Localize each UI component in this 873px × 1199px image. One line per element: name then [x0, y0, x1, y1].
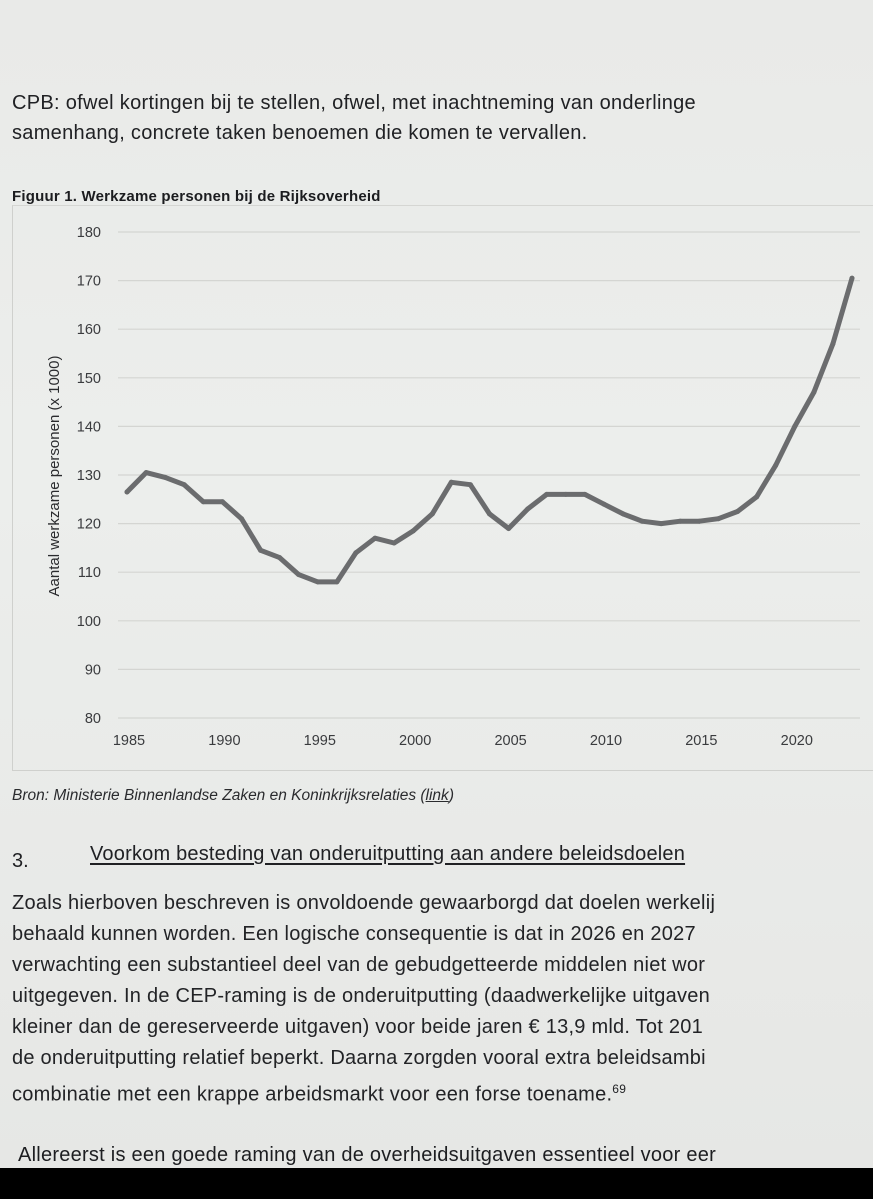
data-point — [353, 550, 358, 555]
x-tick-label: 2015 — [685, 733, 718, 749]
data-point — [182, 482, 187, 487]
data-point — [716, 516, 721, 521]
y-tick-label: 90 — [84, 662, 101, 679]
section-heading: Voorkom besteding van onderuitputting aan andere beleidsdoelen — [90, 843, 686, 865]
data-point — [659, 521, 664, 526]
footnote-ref[interactable]: 69 — [612, 1082, 627, 1096]
data-point — [239, 516, 244, 521]
data-point — [201, 499, 206, 504]
y-axis-label: Aantal werkzame personen (x 1000) — [46, 355, 63, 597]
data-point — [678, 519, 683, 524]
data-point — [506, 526, 511, 531]
paragraph-line-text: combinatie met een krappe arbeidsmarkt voor een forse toename. — [12, 1083, 613, 1106]
data-point — [792, 424, 797, 429]
data-point — [754, 494, 759, 499]
data-point — [525, 507, 530, 512]
x-tick-label: 1990 — [208, 733, 241, 749]
chart-series — [125, 276, 855, 585]
data-point — [811, 390, 816, 395]
source-caption — [12, 787, 454, 805]
data-point — [487, 511, 492, 516]
figure-title: Figuur 1. Werkzame personen bij de Rijksoverheid — [12, 188, 381, 205]
y-tick-label: 150 — [76, 370, 101, 387]
source-close: ) — [448, 787, 454, 804]
source-text: Bron: Ministerie Binnenlandse Zaken en Koninkrijksrelaties ( — [12, 787, 426, 804]
data-point — [163, 475, 168, 480]
data-point — [773, 463, 778, 468]
paragraph-line: de onderuitputting relatief beperkt. Daarna zorgden vooral extra beleidsambi — [12, 1047, 706, 1069]
y-tick-labels — [77, 225, 101, 727]
data-point — [468, 482, 473, 487]
x-tick-label: 1995 — [303, 733, 336, 749]
paragraph-line: kleiner dan de gereserveerde uitgaven) voor beide jaren € 13,9 mld. Tot 201 — [12, 1016, 704, 1038]
data-point — [640, 519, 645, 524]
series-line — [127, 278, 852, 582]
data-point — [296, 572, 301, 577]
data-point — [220, 499, 225, 504]
x-tick-label: 1985 — [112, 733, 146, 749]
data-point — [544, 492, 549, 497]
intro-line: samenhang, concrete taken benoemen die komen te vervallen. — [12, 122, 588, 144]
paragraph-line: verwachting een substantieel deel van de gebudgetteerde middelen niet wor — [12, 954, 706, 976]
paragraph-line: behaald kunnen worden. Een logische consequentie is dat in 2026 en 2027 — [12, 923, 696, 945]
data-point — [144, 470, 149, 475]
data-point — [850, 276, 855, 281]
y-tick-label: 120 — [76, 516, 101, 533]
x-tick-label: 2005 — [494, 733, 527, 749]
data-point — [411, 528, 416, 533]
source-link[interactable]: link — [425, 787, 449, 804]
section-number: 3. — [12, 850, 29, 872]
x-tick-label: 2000 — [399, 733, 432, 749]
data-point — [430, 511, 435, 516]
cut-off-line: Allereerst is een goede raming van de overheidsuitgaven essentieel voor eer — [18, 1144, 717, 1166]
body-paragraph — [12, 888, 873, 1111]
data-point — [392, 541, 397, 546]
intro-line: CPB: ofwel kortingen bij te stellen, ofwel, met inachtneming van onderlinge — [12, 92, 696, 114]
screen-bottom-bar — [0, 1168, 873, 1199]
y-tick-label: 80 — [84, 711, 101, 727]
data-point — [373, 536, 378, 541]
x-tick-label: 2020 — [780, 733, 813, 749]
x-tick-label: 2010 — [589, 733, 623, 749]
data-point — [563, 492, 568, 497]
x-tick-labels — [113, 733, 813, 749]
paragraph-line — [12, 1074, 873, 1111]
data-point — [602, 502, 607, 507]
data-point — [697, 519, 702, 524]
y-tick-label: 180 — [76, 225, 101, 241]
data-point — [735, 509, 740, 514]
paragraph-line: uitgegeven. In de CEP-raming is de onderuitputting (daadwerkelijke uitgaven — [12, 985, 711, 1007]
data-point — [449, 480, 454, 485]
y-tick-label: 170 — [76, 273, 101, 290]
data-point — [277, 555, 282, 560]
chart-gridlines — [118, 232, 860, 718]
data-point — [315, 579, 320, 584]
paragraph-line: Zoals hierboven beschreven is onvoldoende gewaarborgd dat doelen werkelij — [12, 892, 716, 914]
y-tick-label: 130 — [76, 468, 101, 484]
y-tick-label: 140 — [76, 419, 101, 436]
y-tick-label: 110 — [77, 565, 101, 582]
data-point — [334, 579, 339, 584]
data-point — [582, 492, 587, 497]
data-point — [621, 511, 626, 516]
y-tick-label: 160 — [76, 322, 101, 339]
data-point — [125, 490, 130, 495]
data-point — [258, 548, 263, 553]
y-tick-label: 100 — [76, 613, 101, 630]
data-point — [830, 341, 835, 346]
